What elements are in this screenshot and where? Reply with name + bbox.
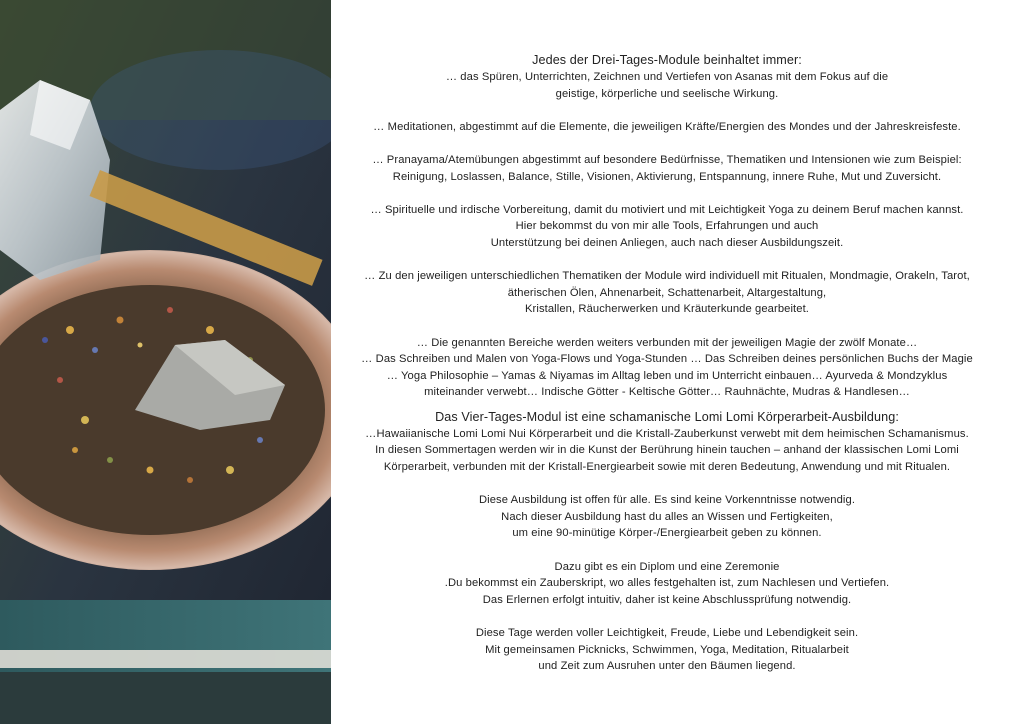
section2-paragraph [338,426,996,476]
text-line: Hier bekommst du von mir alle Tools, Erfahrungen und auch [515,220,819,233]
section1-paragraph [338,202,996,252]
section2-paragraph [338,559,996,609]
text-line: und Zeit zum Ausruhen unter den Bäumen liegend. [538,660,796,673]
text-line: Mit gemeinsamen Picknicks, Schwimmen, Yoga, Meditation, Ritualarbeit [485,643,849,656]
text-line: … Die genannten Bereiche werden weiters verbunden mit der jeweiligen Magie der zwölf Monate… [416,336,918,349]
section1-paragraph [338,268,996,318]
text-line: Körperarbeit, verbunden mit der Kristall-Energiearbeit sowie mit deren Bedeutung, Anwendung und mit Ritualen. [383,461,951,474]
text-line: um eine 90-minütige Körper-/Energiearbeit geben zu können. [512,527,822,540]
text-line: Das Erlernen erfolgt intuitiv, daher ist keine Abschlussprüfung notwendig. [482,593,852,606]
text-line: … Zu den jeweiligen unterschiedlichen Thematiken der Module wird individuell mit Ritualen, Mondmagie, Orakeln, Tarot, [364,270,970,283]
section2-heading: Das Vier-Tages-Modul ist eine schamanische Lomi Lomi Körperarbeit-Ausbildung: [435,409,899,424]
section1-heading: Jedes der Drei-Tages-Module beinhaltet immer: [532,53,802,67]
text-line: ätherischen Ölen, Ahnenarbeit, Schattenarbeit, Altargestaltung, [507,286,827,299]
text-line: … Meditationen, abgestimmt auf die Elemente, die jeweiligen Kräfte/Energien des Mondes und der Jahreskreisfeste. [373,120,961,133]
text-column [338,52,996,691]
text-line: geistige, körperliche und seelische Wirkung. [555,87,779,100]
text-line: … Das Schreiben und Malen von Yoga-Flows und Yoga-Stunden … Das Schreiben deines persönlichen Buchs der Magie [361,353,973,366]
text-line: Kristallen, Räucherwerken und Kräuterkunde gearbeitet. [524,303,809,316]
text-line: Nach dieser Ausbildung hast du alles an Wissen und Fertigkeiten, [501,510,833,523]
section1-paragraph [338,152,996,185]
section1-paragraph [338,69,996,102]
text-line: Diese Ausbildung ist offen für alle. Es sind keine Vorkenntnisse notwendig. [478,494,856,507]
text-line: … Spirituelle und irdische Vorbereitung, damit du motiviert und mit Leichtigkeit Yoga zu deinem Beruf machen kannst. [370,203,964,216]
text-line: miteinander verwebt… Indische Götter - Keltische Götter… Rauhnächte, Mudras & Handlesen… [424,386,910,399]
text-line: .Du bekommst ein Zauberskript, wo alles festgehalten ist, zum Nachlesen und Vertiefen. [444,577,890,590]
section1-paragraph [338,335,996,401]
section1-paragraph [338,119,996,136]
text-line: …Hawaiianische Lomi Lomi Nui Körperarbeit und die Kristall-Zauberkunst verwebt mit dem heimischen Schamanismus. [365,427,969,440]
text-line: … das Spüren, Unterrichten, Zeichnen und Vertiefen von Asanas mit dem Fokus auf die [445,71,889,83]
text-line: … Pranayama/Atemübungen abgestimmt auf besondere Bedürfnisse, Thematiken und Intensionen wie zum Beispiel: [372,153,962,166]
section2-paragraph [338,625,996,675]
section2-paragraph [338,492,996,542]
text-line: … Yoga Philosophie – Yamas & Niyamas im Alltag leben und im Unterricht einbauen… Ayurveda & Mondzyklus [386,369,948,382]
text-line: Diese Tage werden voller Leichtigkeit, Freude, Liebe und Lebendigkeit sein. [475,627,859,639]
text-line: In diesen Sommertagen werden wir in die Kunst der Berührung hinein tauchen – anhand der klassischen Lomi Lomi [375,444,959,457]
hero-photo [0,0,331,724]
text-line: Unterstützung bei deinen Anliegen, auch nach dieser Ausbildungszeit. [490,236,844,249]
text-line: Reinigung, Loslassen, Balance, Stille, Visionen, Aktivierung, Entspannung, innere Ruhe, Mut und Zuversicht. [392,170,942,183]
text-line: Dazu gibt es ein Diplom und eine Zeremonie [554,560,780,573]
